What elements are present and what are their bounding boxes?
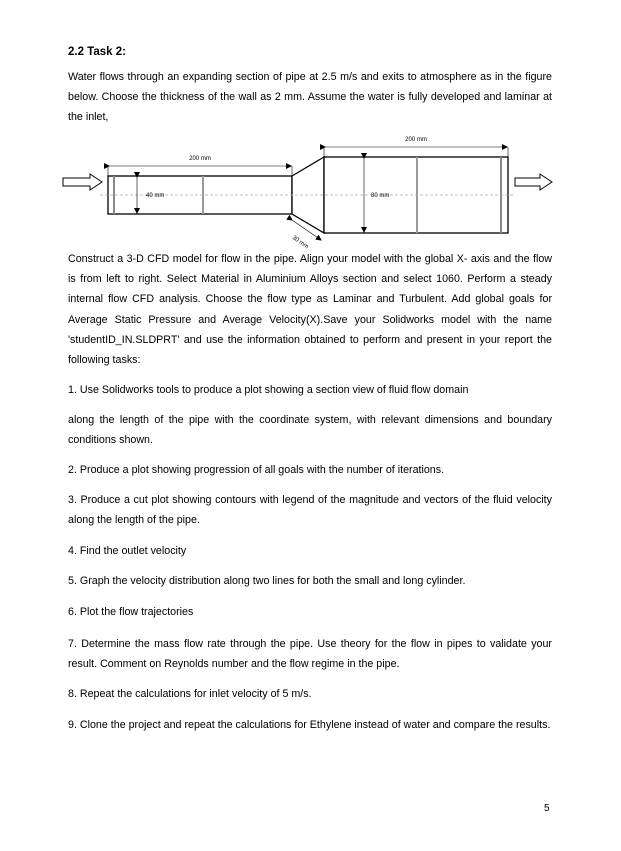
inlet-arrow-icon [63,174,102,190]
task-6: 6. Plot the flow trajectories [68,606,194,618]
task-4: 4. Find the outlet velocity [68,545,187,557]
task-1-line-1: 1. Use Solidworks tools to produce a plot showing a section view of fluid flow domain [68,384,469,396]
task-2: 2. Produce a plot showing progression of all goals with the number of iterations. [68,464,445,476]
task-9: 9. Clone the project and repeat the calculations for Ethylene instead of water and compare the results. [68,719,551,731]
task-7: 7. Determine the mass flow rate through the pipe. Use theory for the flow in pipes to validate your result. Comment on Reynolds number and the flow regime in the pipe. [68,638,552,671]
construct-paragraph: Construct a 3-D CFD model for flow in the pipe. Align your model with the global X- axis and the flow is from left to right. Select Material in Aluminium Alloys section and select 1060. Perform a steady internal flow CFD analysis. Choose the flow type as Laminar and Turbulent. Add global goals for Average Static Pressure and Average Velocity(X).Save your Solidworks model with the name 'studentID_IN.SLDPRT' and use the information obtained to perform and present in your report the following tasks: [68,253,552,367]
task-5: 5. Graph the velocity distribution along two lines for both the small and long cylinder. [68,575,466,587]
small-diameter-label: 40 mm [146,193,165,199]
large-length-label: 200 mm [405,137,427,143]
page-number: 5 [544,803,550,814]
intro-paragraph: Water flows through an expanding section of pipe at 2.5 m/s and exits to atmosphere as in the figure below. Choose the thickness of the wall as 2 mm. Assume the water is fully developed and laminar at the inlet, [68,71,552,124]
task-1-line-2: along the length of the pipe with the coordinate system, with relevant dimensions and boundary conditions shown. [68,414,552,447]
transition-label: 30 mm [290,234,310,251]
task-3: 3. Produce a cut plot showing contours with legend of the magnitude and vectors of the fluid velocity along the length of the pipe. [68,494,552,527]
large-diameter-label: 80 mm [371,193,390,199]
small-length-label: 200 mm [189,156,211,162]
section-heading: 2.2 Task 2: [68,46,126,58]
pipe-figure [60,130,560,252]
task-8: 8. Repeat the calculations for inlet velocity of 5 m/s. [68,688,312,700]
outlet-arrow-icon [515,174,552,190]
